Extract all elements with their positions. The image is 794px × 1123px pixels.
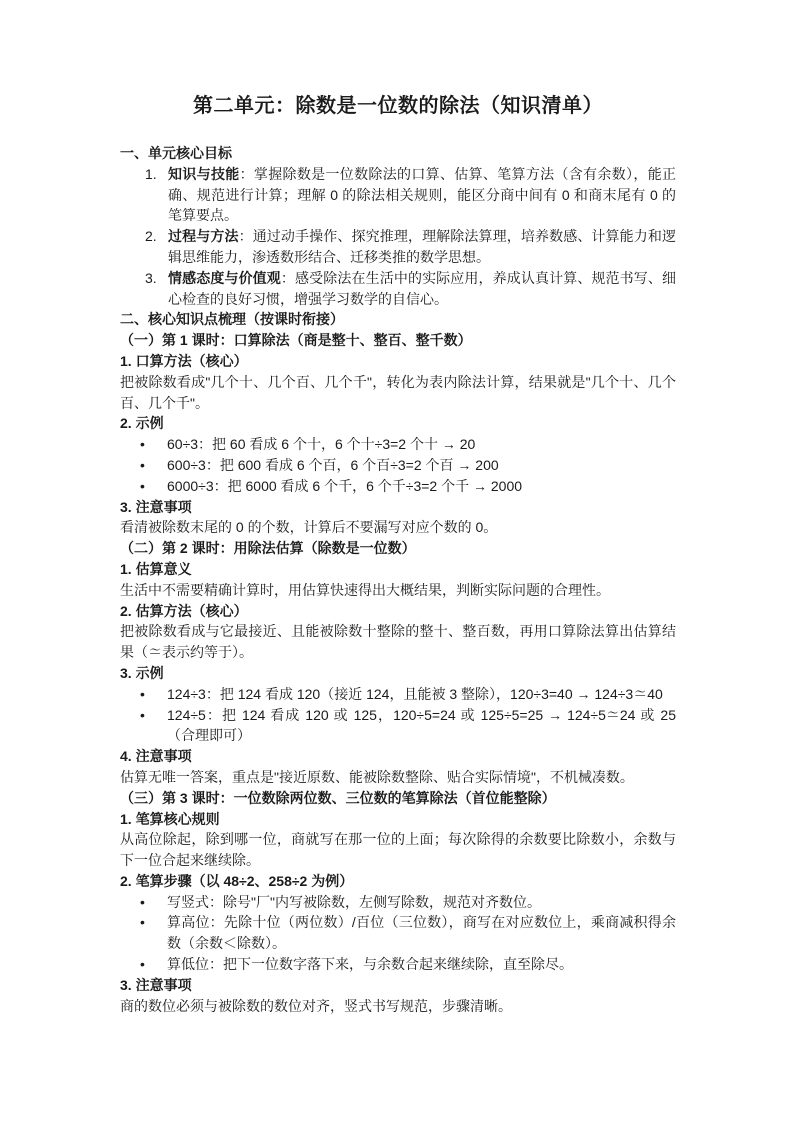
goal-text xyxy=(168,226,676,268)
lesson2-example-item xyxy=(120,705,676,747)
goal-rest: ：通过动手操作、探究推理，理解除法算理，培养数感、计算能力和逻辑思维能力，渗透数形结合、迁移类推的数学思想。 xyxy=(168,228,677,265)
lesson1-method-text: 把被除数看成"几个十、几个百、几个千"，转化为表内除法计算，结果就是"几个十、几个百、几个千"。 xyxy=(120,373,676,411)
goal-item-2 xyxy=(120,226,676,268)
bullet-icon: • xyxy=(140,893,145,910)
goal-number: 3. xyxy=(145,269,157,286)
lesson1-heading: （一）第 1 课时：口算除法（商是整十、整百、整千数） xyxy=(120,332,472,349)
goal-text xyxy=(168,268,676,310)
bullet-text: 算低位：把下一位数字落下来，与余数合起来继续除，直至除尽。 xyxy=(167,956,573,973)
lesson3-heading: （三）第 3 课时：一位数除两位数、三位数的笔算除法（首位能整除） xyxy=(120,789,556,806)
lesson3-notes-text: 商的数位必须与被除数的数位对齐，竖式书写规范，步骤清晰。 xyxy=(120,997,512,1014)
bullet-text: 写竖式：除号"厂"内写被除数，左侧写除数，规范对齐数位。 xyxy=(167,893,541,910)
lesson3-step-item xyxy=(120,912,676,954)
lesson3-step-item xyxy=(120,892,676,913)
goal-label: 情感态度与价值观 xyxy=(168,269,281,286)
lesson3-notes-heading: 3. 注意事项 xyxy=(120,976,192,993)
lesson1-example-item xyxy=(120,434,676,455)
bullet-icon: • xyxy=(140,706,145,723)
goal-item-3 xyxy=(120,268,676,310)
goal-rest: ：感受除法在生活中的实际应用，养成认真计算、规范书写、细心检查的良好习惯，增强学习数学的自信心。 xyxy=(168,269,677,307)
lesson1-example-item xyxy=(120,476,676,497)
lesson2-notes-text: 估算无唯一答案，重点是"接近原数、能被除数整除、贴合实际情境"，不机械凑数。 xyxy=(120,768,634,785)
lesson2-example-item xyxy=(120,684,676,705)
goal-label: 过程与方法 xyxy=(168,228,239,245)
bullet-icon: • xyxy=(140,456,145,473)
bullet-text: 6000÷3：把 6000 看成 6 个千，6 个千÷3=2 个千 → 2000 xyxy=(167,477,523,494)
goal-label: 知识与技能 xyxy=(168,165,240,182)
bullet-text: 600÷3：把 600 看成 6 个百，6 个百÷3=2 个百 → 200 xyxy=(167,456,499,473)
bullet-icon: • xyxy=(140,477,145,494)
lesson2-meaning-heading: 1. 估算意义 xyxy=(120,560,192,577)
lesson3-steps-heading: 2. 笔算步骤（以 48÷2、258÷2 为例） xyxy=(120,872,354,889)
bullet-text: 124÷5：把 124 看成 120 或 125，120÷5=24 或 125÷5=25 → 124÷5≃24 或 25（合理即可） xyxy=(167,706,676,744)
goal-rest: ：掌握除数是一位数除法的口算、估算、笔算方法（含有余数），能正确、规范进行计算；理解 0 的除法相关规则，能区分商中间有 0 和商末尾有 0 的笔算要点。 xyxy=(168,165,677,224)
lesson1-notes-text: 看清被除数末尾的 0 的个数，计算后不要漏写对应个数的 0。 xyxy=(120,519,498,536)
bullet-text: 60÷3：把 60 看成 6 个十，6 个十÷3=2 个十 → 20 xyxy=(167,436,476,453)
goal-item-1 xyxy=(120,164,676,226)
bullet-text: 124÷3：把 124 看成 120（接近 124，且能被 3 整除），120÷3=40 → 124÷3≃40 xyxy=(167,685,663,702)
lesson1-examples-heading: 2. 示例 xyxy=(120,415,164,432)
lesson1-example-item xyxy=(120,455,676,476)
bullet-icon: • xyxy=(140,685,145,702)
lesson3-rule-heading: 1. 笔算核心规则 xyxy=(120,810,220,827)
bullet-icon: • xyxy=(140,436,145,453)
lesson3-step-item xyxy=(120,954,676,975)
lesson2-meaning-text: 生活中不需要精确计算时，用估算快速得出大概结果，判断实际问题的合理性。 xyxy=(120,581,610,598)
lesson2-method-text: 把被除数看成与它最接近、且能被除数十整除的整十、整百数，再用口算除法算出估算结果（≃表示约等于）。 xyxy=(120,623,676,661)
lesson2-method-heading: 2. 估算方法（核心） xyxy=(120,602,248,619)
bullet-icon: • xyxy=(140,956,145,973)
goal-text xyxy=(168,164,676,226)
lesson2-examples-heading: 3. 示例 xyxy=(120,664,164,681)
bullet-text: 算高位：先除十位（两位数）/百位（三位数），商写在对应数位上，乘商减积得余数（余数＜除数）。 xyxy=(167,914,676,952)
lesson1-method-heading: 1. 口算方法（核心） xyxy=(120,352,248,369)
bullet-icon: • xyxy=(140,914,145,931)
goal-number: 1. xyxy=(145,165,157,182)
section-heading-unit-goals: 一、单元核心目标 xyxy=(120,145,232,161)
doc-title: 第二单元：除数是一位数的除法（知识清单） xyxy=(193,95,603,117)
goal-number: 2. xyxy=(145,228,157,245)
lesson3-rule-text: 从高位除起，除到哪一位，商就写在那一位的上面；每次除得的余数要比除数小，余数与下一位合起来继续除。 xyxy=(120,831,676,869)
lesson2-notes-heading: 4. 注意事项 xyxy=(120,748,192,765)
lesson2-heading: （二）第 2 课时：用除法估算（除数是一位数） xyxy=(120,540,416,557)
section-heading-knowledge-outline: 二、核心知识点梳理（按课时衔接） xyxy=(120,311,344,328)
lesson1-notes-heading: 3. 注意事项 xyxy=(120,498,192,515)
